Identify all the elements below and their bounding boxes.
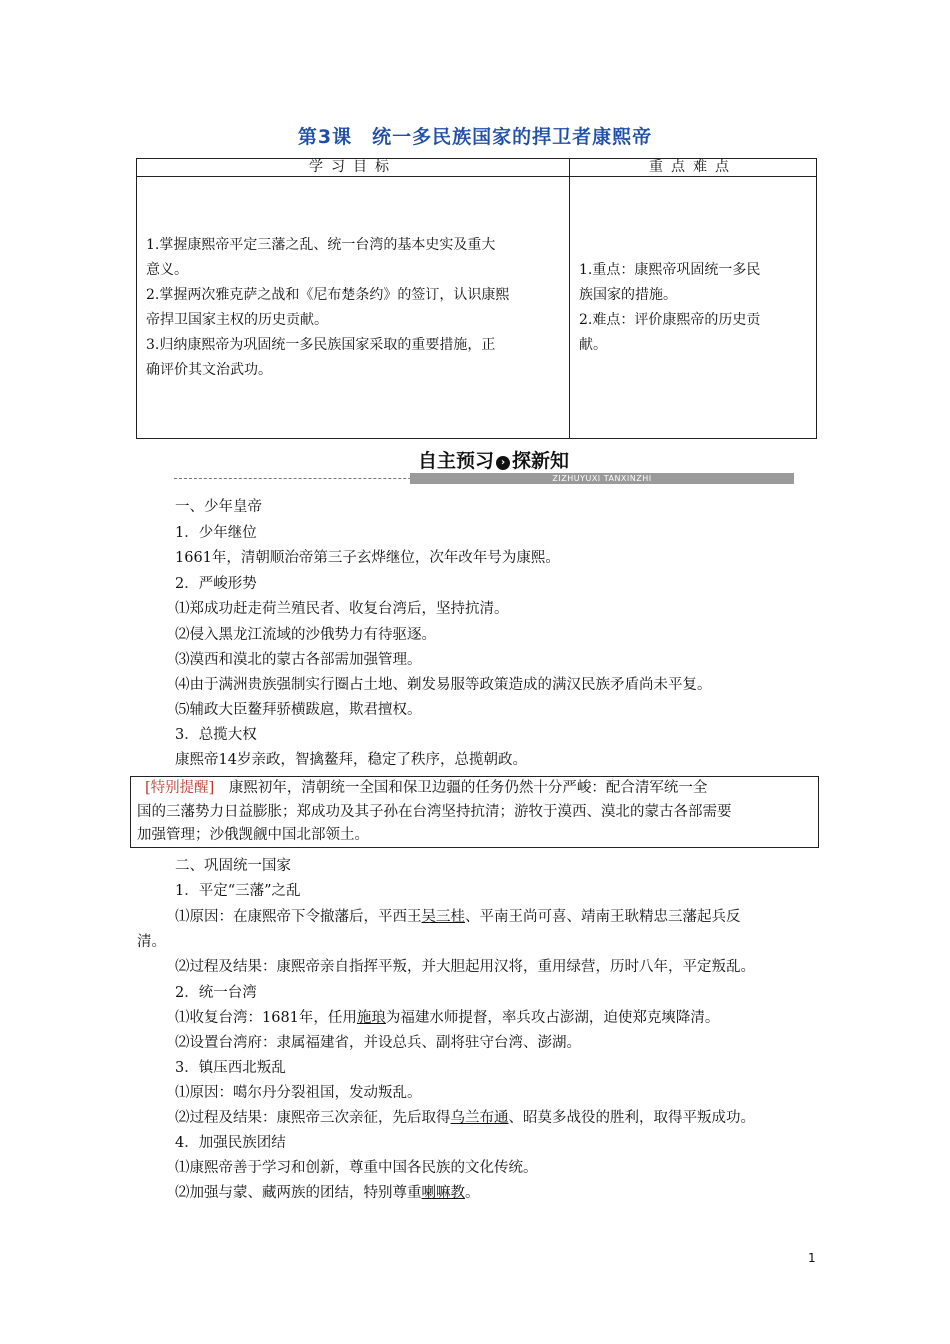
list-item: ⑶漠西和漠北的蒙古各部需加强管理。	[175, 652, 422, 668]
paragraph	[175, 1008, 719, 1028]
note-text: 康熙初年，清朝统一全国和保卫边疆的任务仍然十分严峻：配合清军统一全	[228, 780, 708, 796]
goal-line: 2.掌握两次雅克萨之战和《尼布楚条约》的签订，认识康熙	[146, 286, 510, 303]
key-point-line: 族国家的措施。	[579, 286, 677, 303]
key-point-line: 2.难点：评价康熙帝的历史贡	[579, 311, 761, 328]
paragraph	[175, 907, 741, 927]
objectives-table	[136, 158, 817, 439]
list-item: ⑴郑成功赶走荷兰殖民者、收复台湾后，坚持抗清。	[175, 601, 509, 617]
goal-line: 意义。	[146, 261, 188, 278]
underlined-term: 施琅	[356, 1010, 386, 1026]
paragraph: ⑴原因：噶尔丹分裂祖国，发动叛乱。	[175, 1085, 422, 1101]
text-span: ⑴收复台湾：1681年，任用	[175, 1010, 357, 1026]
list-item: ⑸辅政大臣鳌拜骄横跋扈，欺君擅权。	[175, 702, 422, 718]
key-points-cell	[570, 177, 817, 439]
section-banner	[174, 446, 780, 486]
key-point-line: 1.重点：康熙帝巩固统一多民	[579, 261, 761, 278]
text-span: 、平南王尚可喜、靖南王耿精忠三藩起兵反	[465, 909, 741, 925]
key-point-line: 献。	[579, 336, 607, 353]
subheading: 3．总揽大权	[175, 727, 257, 743]
paragraph: ⑴康熙帝善于学习和创新，尊重中国各民族的文化传统。	[175, 1160, 538, 1176]
banner-subtitle: ZIZHUYUXI TANXINZHI	[410, 473, 794, 484]
subheading: 2．统一台湾	[175, 985, 257, 1001]
goal-line: 确评价其文治武功。	[146, 361, 272, 378]
special-reminder-box	[130, 776, 819, 848]
underlined-term: 乌兰布通	[450, 1110, 509, 1126]
paragraph: 清。	[137, 934, 166, 950]
page-number: 1	[808, 1251, 816, 1265]
paragraph	[175, 1183, 480, 1203]
goals-cell	[137, 177, 570, 439]
goal-line: 1.掌握康熙帝平定三藩之乱、统一台湾的基本史实及重大	[146, 236, 496, 253]
text-span: 。	[465, 1185, 480, 1201]
note-tag: [特别提醒]	[145, 780, 215, 796]
note-line: 国的三藩势力日益膨胀；郑成功及其子孙在台湾坚持抗清；游牧于漠西、漠北的蒙古各部需要	[137, 804, 732, 820]
paragraph	[175, 1108, 755, 1128]
section-heading: 二、巩固统一国家	[175, 858, 291, 874]
paragraph: 康熙帝14岁亲政，智擒鳌拜，稳定了秩序，总揽朝政。	[175, 752, 527, 768]
paragraph: ⑵设置台湾府：隶属福建省，并设总兵、副将驻守台湾、澎湖。	[175, 1035, 581, 1051]
underlined-term: 喇嘛教	[421, 1185, 465, 1201]
header-key-points: 重点难点	[570, 159, 817, 177]
underlined-term: 吴三桂	[421, 909, 465, 925]
banner-left: 自主预习	[418, 450, 495, 472]
subheading: 4．加强民族团结	[175, 1135, 286, 1151]
note-line: 加强管理；沙俄觊觎中国北部领土。	[137, 827, 369, 843]
chevron-right-icon: ›	[496, 456, 510, 470]
banner-right: 探新知	[512, 450, 570, 472]
text-span: ⑵加强与蒙、藏两族的团结，特别尊重	[175, 1185, 422, 1201]
subheading: 3．镇压西北叛乱	[175, 1060, 286, 1076]
goal-line: 帝捍卫国家主权的历史贡献。	[146, 311, 328, 328]
text-span: ⑴原因：在康熙帝下令撤藩后，平西王	[175, 909, 422, 925]
header-goals: 学习目标	[137, 159, 570, 177]
paragraph: 1661年，清朝顺治帝第三子玄烨继位，次年改年号为康熙。	[175, 550, 560, 566]
page-title: 第3课 统一多民族国家的捍卫者康熙帝	[297, 126, 653, 148]
subheading: 1．平定“三藩”之乱	[175, 883, 301, 899]
section-heading: 一、少年皇帝	[175, 499, 262, 515]
paragraph: ⑵过程及结果：康熙帝亲自指挥平叛，并大胆起用汉将，重用绿营，历时八年，平定叛乱。	[175, 959, 755, 975]
banner-title	[414, 446, 573, 476]
text-span: 为福建水师提督，率兵攻占澎湖，迫使郑克塽降清。	[385, 1010, 720, 1026]
subheading: 2．严峻形势	[175, 576, 257, 592]
note-line	[145, 778, 707, 798]
list-item: ⑵侵入黑龙江流域的沙俄势力有待驱逐。	[175, 627, 436, 643]
text-span: ⑵过程及结果：康熙帝三次亲征，先后取得	[175, 1110, 451, 1126]
subheading: 1．少年继位	[175, 525, 257, 541]
list-item: ⑷由于满洲贵族强制实行圈占土地、剃发易服等政策造成的满汉民族矛盾尚未平复。	[175, 677, 712, 693]
text-span: 、昭莫多战役的胜利，取得平叛成功。	[508, 1110, 755, 1126]
goal-line: 3.归纳康熙帝为巩固统一多民族国家采取的重要措施，正	[146, 336, 496, 353]
